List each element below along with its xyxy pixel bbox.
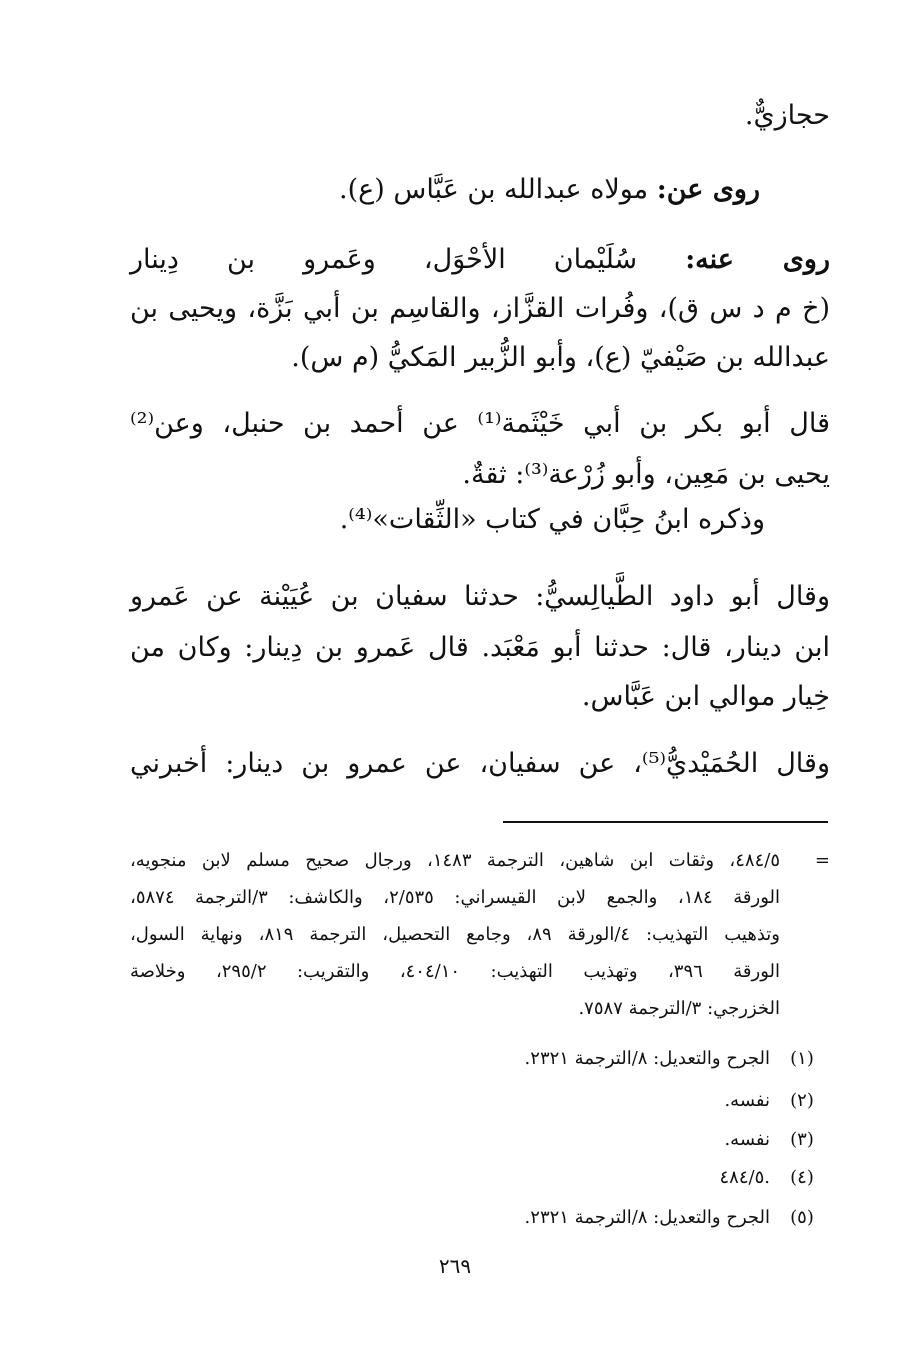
footnote-continued-line-5 [130, 994, 780, 1024]
body-line-11 [130, 677, 830, 717]
body-line-7 [130, 455, 830, 495]
body-line-9 [130, 577, 830, 617]
footnote-continued-line-2 [130, 883, 780, 913]
body-text: وقال الحُمَيْديُّ⁽⁵⁾، عن سفيان، عن عمرو بن دينار: أخبرني [130, 748, 830, 779]
footnote-continued-line-3 [130, 920, 780, 950]
body-text: ابن دينار، قال: حدثنا أبو مَعْبَد. قال عَمرو بن دِينار: وكان من [130, 632, 830, 663]
body-text: (خ م د س ق)، وفُرات القزَّاز، والقاسِم بن أبي بَزَّة، ويحيى بن [130, 293, 830, 324]
footnote-text: الورقة ٣٩٦، وتهذيب التهذيب: ٤٠٤/١٠، والتقريب: ٢٩٥/٢، وخلاصة [130, 961, 780, 982]
body-text: سُلَيْمان الأحْوَل، وعَمرو بن دِينار [130, 244, 638, 275]
footnote-text: نفسه. [724, 1090, 770, 1111]
footnote-number: (٥) [790, 1207, 814, 1228]
footnote-continued-line-4 [130, 957, 780, 987]
body-text: وذكره ابنُ حِبَّان في كتاب «الثِّقات»⁽⁴⁾. [339, 504, 765, 535]
body-line-8 [130, 500, 765, 540]
footnote-number: (٤) [790, 1167, 814, 1188]
footnote-text: ٤٨٤/٥، وثقات ابن شاهين، الترجمة ١٤٨٣، ورجال صحيح مسلم لابن منجويه، [130, 850, 780, 871]
body-text: حجازيٌّ. [744, 100, 830, 131]
body-line-12 [130, 744, 830, 784]
footnote-continued-line-1 [130, 846, 780, 876]
body-text: قال أبو بكر بن أبي خَيْثَمة⁽¹⁾ عن أحمد بن حنبل، وعن⁽²⁾ [130, 408, 830, 439]
footnote-text: الجرح والتعديل: ٨/الترجمة ٢٣٢١. [524, 1207, 770, 1228]
body-text: وقال أبو داود الطَّيالِسيُّ: حدثنا سفيان بن عُيَيْنة عن عَمرو [130, 581, 830, 612]
body-text: يحيى بن مَعِين، وأبو زُرْعة⁽³⁾: ثقةٌ. [462, 459, 830, 490]
footnote-continuation-marker: = [814, 850, 830, 871]
body-line-3 [130, 240, 830, 280]
footnote-rule [503, 821, 828, 823]
footnote-text: ٤٨٤/٥. [719, 1167, 770, 1188]
body-line-5 [130, 338, 830, 378]
footnote-text: الورقة ١٨٤، والجمع لابن القيسراني: ٢/٥٣٥، والكاشف: ٣/الترجمة ٥٨٧٤، [130, 887, 781, 908]
body-line-6 [130, 404, 830, 444]
body-text: مولاه عبدالله بن عَبَّاس (ع). [339, 174, 649, 205]
body-line-10 [130, 628, 830, 668]
footnote-text: الجرح والتعديل: ٨/الترجمة ٢٣٢١. [524, 1048, 770, 1069]
footnote-number: (١) [790, 1048, 814, 1069]
footnote-text: نفسه. [724, 1129, 770, 1150]
body-line-4 [130, 289, 830, 329]
footnote-text: وتذهيب التهذيب: ٤/الورقة ٨٩، وجامع التحصيل، الترجمة ٨١٩، ونهاية السول، [130, 924, 780, 945]
footnote-text: الخزرجي: ٣/الترجمة ٧٥٨٧. [578, 998, 780, 1019]
body-line-2 [130, 170, 760, 210]
page-number: ٢٦٩ [438, 1254, 472, 1278]
body-text: خِيار موالي ابن عَبَّاس. [581, 681, 830, 712]
body-text: عبدالله بن صَيْفيّ (ع)، وأبو الزُّبير المَكيُّ (م س). [291, 342, 830, 373]
section-label: روى عن: [656, 174, 760, 205]
footnote-number: (٢) [790, 1090, 814, 1111]
body-line-1 [130, 96, 830, 136]
footnote-number: (٣) [790, 1129, 814, 1150]
section-label: روى عنه: [685, 244, 830, 275]
